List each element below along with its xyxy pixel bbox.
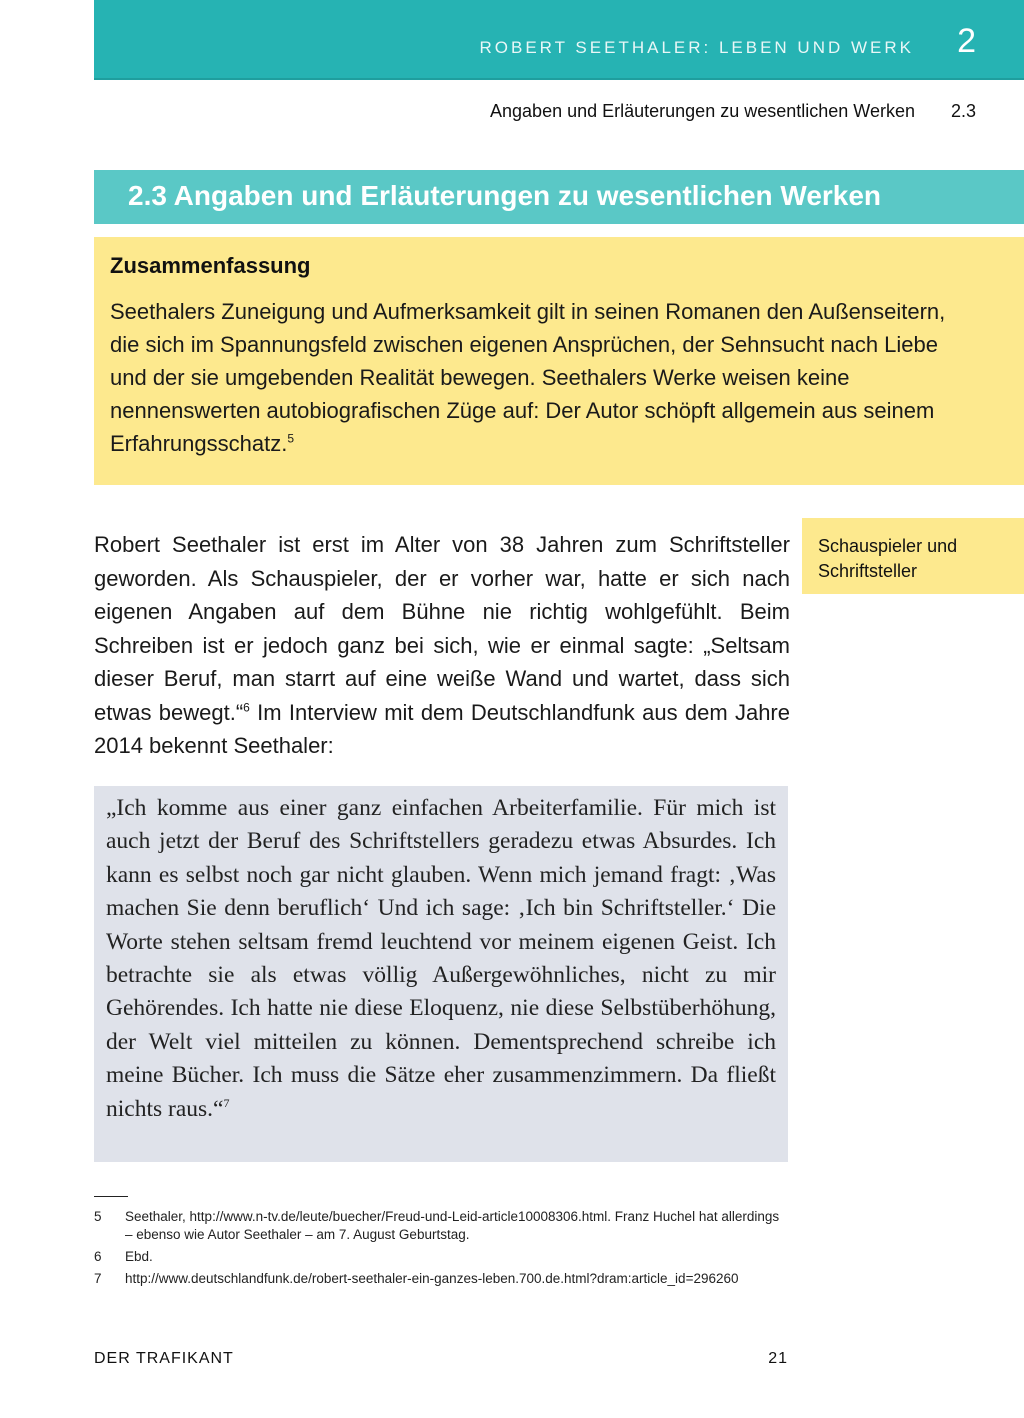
footnote-6 (94, 1248, 788, 1266)
quote-box (94, 786, 788, 1162)
summary-text (110, 295, 970, 460)
footnote-text: Ebd. (125, 1249, 153, 1264)
section-title: 2.3 Angaben und Erläuterungen zu wesentlichen Werken (128, 180, 882, 211)
section-heading-bar (94, 170, 1024, 224)
footnote-divider (94, 1196, 128, 1197)
footnote-5 (94, 1208, 788, 1244)
chapter-number: 2 (957, 22, 976, 60)
body-part-1: Robert Seethaler ist erst im Alter von 38 Jahren zum Schriftsteller geworden. Als Schauspieler, der er vorher war, hatte er sich nach eigenen Angaben auf dem Bühne nie richtig wohlgefühlt. Beim Schreiben ist er jedoch ganz bei sich, wie er einmal sagte: „Seltsam dieser Beruf, man starrt auf eine weiße Wand und wartet, dass sich etwas bewegt.“ (94, 532, 790, 725)
summary-body: Seethalers Zuneigung und Aufmerksamkeit gilt in seinen Romanen den Außenseitern, die sich im Spannungsfeld zwischen eigenen Ansprüchen, der Sehnsucht nach Liebe und der sie umgebenden Realität bewegen. Seethalers Werke weisen keine nennenswerten autobiografischen Züge auf: Der Autor schöpft allgemein aus seinem Erfahrungsschatz. (110, 299, 946, 456)
body-paragraph (94, 528, 790, 763)
footnote-ref-6: 6 (243, 700, 250, 715)
footnote-7 (94, 1270, 788, 1288)
footnotes (94, 1208, 788, 1292)
margin-note-text: Schauspieler und Schriftsteller (818, 536, 958, 581)
chapter-title: ROBERT SEETHALER: LEBEN UND WERK (479, 38, 914, 57)
quote-body: „Ich komme aus einer ganz einfachen Arbeiterfamilie. Für mich ist auch jetzt der Beruf des Schriftstellers geradezu etwas Absurdes. Ich kann es selbst noch gar nicht glauben. Wenn mich jemand fragt: ‚Was machen Sie denn beruflich‘ Und ich sage: ‚Ich bin Schriftsteller.‘ Die Worte stehen seltsam fremd leuchtend vor meinem eigenen Geist. Ich betrachte sie als etwas völlig Außergewöhnliches, nicht zu mir Gehörendes. Ich hatte nie diese Eloquenz, nie diese Selbstüberhöhung, der Welt viel mitteilen zu können. Dementsprechend schreibe ich meine Bücher. Ich muss die Sätze eher zusammenzimmern. Da fließt nichts raus.“ (106, 795, 776, 1122)
footnote-number: 7 (94, 1271, 102, 1286)
summary-heading: Zusammenfassung (110, 253, 311, 278)
footnote-ref-5: 5 (287, 431, 294, 446)
page-footer (94, 1350, 788, 1368)
chapter-header-band (94, 0, 1024, 78)
footnote-text: http://www.deutschlandfunk.de/robert-seethaler-ein-ganzes-leben.700.de.html?dram:article_id=296260 (125, 1271, 739, 1286)
footnote-text: Seethaler, http://www.n-tv.de/leute/buecher/Freud-und-Leid-article10008306.html. Franz Huchel hat allerdings – ebenso wie Autor Seethaler – am 7. August Geburtstag. (125, 1209, 780, 1242)
footnote-ref-7: 7 (223, 1095, 230, 1110)
footnote-number: 5 (94, 1209, 102, 1224)
page-number: 21 (768, 1350, 788, 1367)
running-head (94, 98, 976, 124)
margin-note (802, 518, 1024, 594)
summary-box (94, 237, 1024, 485)
footnote-number: 6 (94, 1249, 102, 1264)
quote-text (106, 792, 776, 1126)
body-part-2: Im Interview mit dem Deutschlandfunk aus dem Jahre 2014 bekennt Seethaler: (94, 699, 790, 758)
running-head-number: 2.3 (950, 100, 976, 121)
running-head-title: Angaben und Erläuterungen zu wesentlichen Werken (490, 100, 915, 121)
book-title: DER TRAFIKANT (94, 1350, 234, 1367)
